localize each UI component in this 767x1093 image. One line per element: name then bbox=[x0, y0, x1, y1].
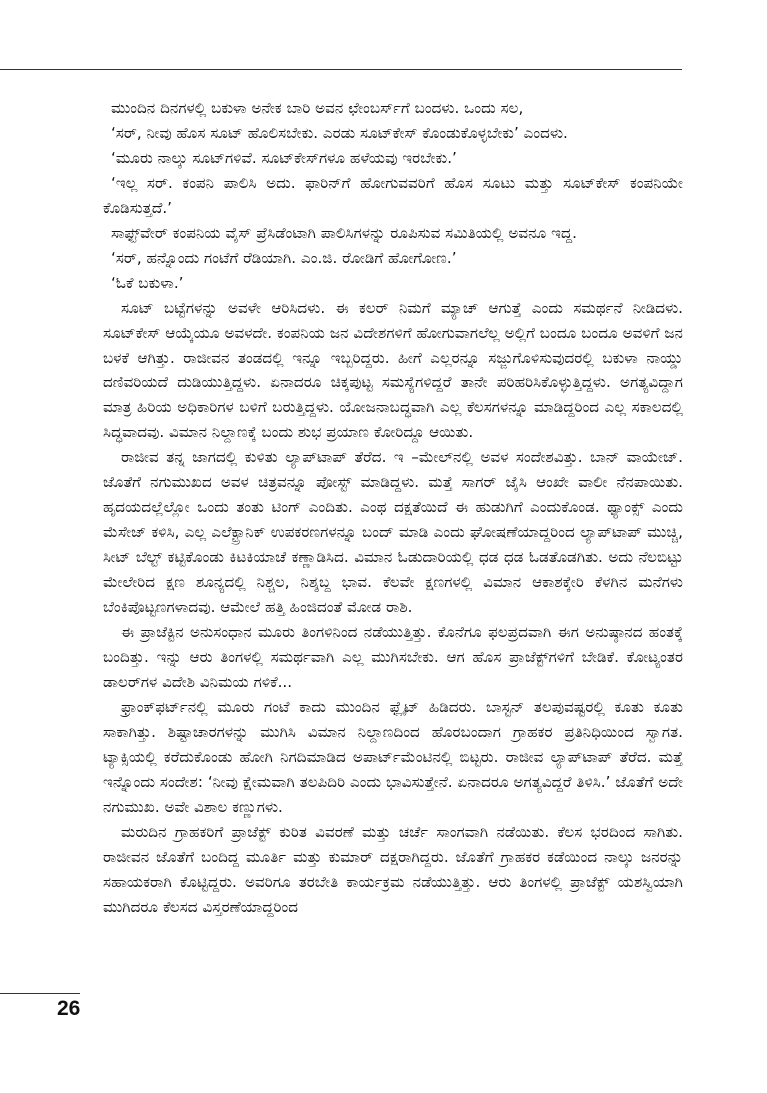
paragraph: ‘ಮೂರು ನಾಲ್ಕು ಸೂಟ್‌ಗಳಿವೆ. ಸೂಟ್‌ಕೇಸ್‌ಗಳೂ ಹಳೆಯವು ಇರಬೇಕು.’ bbox=[111, 148, 457, 167]
paragraph: ‘ಇಲ್ಲ ಸರ್. ಕಂಪನಿ ಪಾಲಿಸಿ ಅದು. ಫಾರಿನ್‌ಗೆ ಹೋಗುವವರಿಗೆ ಹೊಸ ಸೂಟು ಮತ್ತು ಸೂಟ್‌ಕೇಸ್ ಕಂಪನಿಯೇ ಕೊಡಿಸುತ್ತದೆ.’ bbox=[103, 173, 683, 217]
body-text bbox=[103, 96, 683, 919]
top-divider bbox=[0, 69, 682, 70]
paragraph: ಮುಂದಿನ ದಿನಗಳಲ್ಲಿ ಬಕುಳಾ ಅನೇಕ ಬಾರಿ ಅವನ ಛೇಂಬರ್ಸ್‌ಗೆ ಬಂದಳು. ಒಂದು ಸಲ, bbox=[111, 99, 524, 117]
paragraph: ಈ ಪ್ರಾಜೆಕ್ಟಿನ ಅನುಸಂಧಾನ ಮೂರು ತಿಂಗಳಿನಿಂದ ನಡೆಯುತ್ತಿತ್ತು. ಕೊನೆಗೂ ಫಲಪ್ರದವಾಗಿ ಈಗ ಅನುಷ್ಠಾನದ ಹಂತಕ್ಕೆ ಬಂದಿತ್ತು. ಇನ್ನು ಆರು ತಿಂಗಳಲ್ಲಿ ಸಮರ್ಥವಾಗಿ ಎಲ್ಲ ಮುಗಿಸಬೇಕು. ಆಗ ಹೊಸ ಪ್ರಾಜೆಕ್ಟ್‌ಗಳಿಗೆ ಬೇಡಿಕೆ. ಕೋಟ್ಯಂತರ ಡಾಲರ್‌ಗಳ ವಿದೇಶಿ ವಿನಿಮಯ ಗಳಿಕೆ... bbox=[103, 623, 683, 691]
paragraph: ‘ಸರ್, ನೀವು ಹೊಸ ಸೂಟ್ ಹೊಲಿಸಬೇಕು. ಎರಡು ಸೂಟ್‌ಕೇಸ್ ಕೊಂಡುಕೊಳ್ಳಬೇಕು’ ಎಂದಳು. bbox=[111, 123, 568, 142]
paragraph: ‘ಸರ್, ಹನ್ನೊಂದು ಗಂಟೆಗೆ ರೆಡಿಯಾಗಿ. ಎಂ.ಜಿ. ರೋಡಿಗೆ ಹೋಗೋಣ.’ bbox=[111, 248, 457, 267]
footer-divider bbox=[0, 993, 80, 994]
paragraph: ಸೂಟ್ ಬಟ್ಟೆಗಳನ್ನು ಅವಳೇ ಆರಿಸಿದಳು. ಈ ಕಲರ್ ನಿಮಗೆ ಮ್ಯಾಚ್ ಆಗುತ್ತೆ ಎಂದು ಸಮರ್ಥನೆ ನೀಡಿದಳು. ಸೂಟ್‌ಕೇಸ್ ಆಯ್ಕೆಯೂ ಅವಳದೇ. ಕಂಪನಿಯ ಜನ ವಿದೇಶಗಳಿಗೆ ಹೋಗುವಾಗಲೆಲ್ಲ ಅಲ್ಲಿಗೆ ಬಂದೂ ಬಂದೂ ಅವಳಿಗೆ ಜನ ಬಳಕೆ ಆಗಿತ್ತು. ರಾಜೀವನ ತಂಡದಲ್ಲಿ ಇನ್ನೂ ಇಬ್ಬರಿದ್ದರು. ಹೀಗೆ ಎಲ್ಲರನ್ನೂ ಸಜ್ಜುಗೊಳಿಸುವುದರಲ್ಲಿ ಬಕುಳಾ ನಾಯ್ಡು ದಣಿವರಿಯದೆ ದುಡಿಯುತ್ತಿದ್ದಳು. ಏನಾದರೂ ಚಿಕ್ಕಪುಟ್ಟ ಸಮಸ್ಯೆಗಳಿದ್ದರೆ ತಾನೇ ಪರಿಹರಿಸಿಕೊಳ್ಳುತ್ತಿದ್ದಳು. ಅಗತ್ಯವಿದ್ದಾಗ ಮಾತ್ರ ಹಿರಿಯ ಅಧಿಕಾರಿಗಳ ಬಳಿಗೆ ಬರುತ್ತಿದ್ದಳು. ಯೋಜನಾಬದ್ಧವಾಗಿ ಎಲ್ಲ ಕೆಲಸಗಳನ್ನೂ ಮಾಡಿದ್ದರಿಂದ ಎಲ್ಲ ಸಕಾಲದಲ್ಲಿ ಸಿದ್ಧವಾದವು. ವಿಮಾನ ನಿಲ್ದಾಣಕ್ಕೆ ಬಂದು ಶುಭ ಪ್ರಯಾಣ ಕೋರಿದ್ದೂ ಆಯಿತು. bbox=[103, 298, 683, 442]
paragraph: ‘ಓಕೆ ಬಕುಳಾ.’ bbox=[111, 273, 184, 292]
paragraph: ಫ್ರಾಂಕ್‌ಫರ್ಟ್‌ನಲ್ಲಿ ಮೂರು ಗಂಟೆ ಕಾದು ಮುಂದಿನ ಫ್ಲೈಟ್ ಹಿಡಿದರು. ಬಾಸ್ಟನ್ ತಲಪುವಷ್ಟರಲ್ಲಿ ಕೂತು ಕೂತು ಸಾಕಾಗಿತ್ತು. ಶಿಷ್ಟಾಚಾರಗಳನ್ನು ಮುಗಿಸಿ ವಿಮಾನ ನಿಲ್ದಾಣದಿಂದ ಹೊರಬಂದಾಗ ಗ್ರಾಹಕರ ಪ್ರತಿನಿಧಿಯಿಂದ ಸ್ವಾಗತ. ಟ್ಯಾಕ್ಸಿಯಲ್ಲಿ ಕರೆದುಕೊಂಡು ಹೋಗಿ ನಿಗದಿಮಾಡಿದ ಅಪಾರ್ಟ್‌ಮೆಂಟಿನಲ್ಲಿ ಬಿಟ್ಟರು. ರಾಜೀವ ಲ್ಯಾಪ್‌ಟಾಪ್ ತೆರೆದ. ಮತ್ತೆ ಇನ್ನೊಂದು ಸಂದೇಶ: ‘ನೀವು ಕ್ಷೇಮವಾಗಿ ತಲಪಿದಿರಿ ಎಂದು ಭಾವಿಸುತ್ತೇನೆ. ಏನಾದರೂ ಅಗತ್ಯವಿದ್ದರೆ ತಿಳಿಸಿ.’ ಜೊತೆಗೆ ಅದೇ ನಗುಮುಖ. ಅವೇ ವಿಶಾಲ ಕಣ್ಣುಗಳು. bbox=[103, 697, 683, 816]
paragraph: ಸಾಫ್ಟ್‌ವೇರ್ ಕಂಪನಿಯ ವೈಸ್ ಪ್ರೆಸಿಡೆಂಟಾಗಿ ಪಾಲಿಸಿಗಳನ್ನು ರೂಪಿಸುವ ಸಮಿತಿಯಲ್ಲಿ ಅವನೂ ಇದ್ದ. bbox=[111, 223, 577, 242]
page-number: 26 bbox=[57, 997, 81, 1020]
paragraph: ರಾಜೀವ ತನ್ನ ಜಾಗದಲ್ಲಿ ಕುಳಿತು ಲ್ಯಾಪ್‌ಟಾಪ್ ತೆರೆದ. ಇ –ಮೇಲ್‌ನಲ್ಲಿ ಅವಳ ಸಂದೇಶವಿತ್ತು. ಬಾನ್ ವಾಯೇಜ್. ಜೊತೆಗೆ ನಗುಮುಖದ ಅವಳ ಚಿತ್ರವನ್ನೂ ಪೋಸ್ಟ್ ಮಾಡಿದ್ದಳು. ಮತ್ತೆ ಸಾಗರ್ ಜೈಸಿ ಆಂಖೇ ವಾಲೀ ನೆನಪಾಯಿತು. ಹೃದಯದಲ್ಲೆಲ್ಲೋ ಒಂದು ತಂತು ಟಿಂಗ್ ಎಂದಿತು. ಎಂಥ ದಕ್ಷತೆಯಿದೆ ಈ ಹುಡುಗಿಗೆ ಎಂದುಕೊಂಡ. ಥ್ಯಾಂಕ್ಸ್ ಎಂದು ಮೆಸೇಜ್ ಕಳಿಸಿ, ಎಲ್ಲ ಎಲೆಕ್ಟ್ರಾನಿಕ್ ಉಪಕರಣಗಳನ್ನೂ ಬಂದ್ ಮಾಡಿ ಎಂದು ಘೋಷಣೆಯಾದ್ದರಿಂದ ಲ್ಯಾಪ್‌ಟಾಪ್ ಮುಚ್ಚಿ, ಸೀಟ್ ಬೆಲ್ಟ್ ಕಟ್ಟಿಕೊಂಡು ಕಿಟಕಿಯಾಚೆ ಕಣ್ಣಾಡಿಸಿದ. ವಿಮಾನ ಓಡುದಾರಿಯಲ್ಲಿ ಧಡ ಧಡ ಓಡತೊಡಗಿತು. ಅದು ನೆಲಬಿಟ್ಟು ಮೇಲೇರಿದ ಕ್ಷಣ ಶೂನ್ಯದಲ್ಲಿ ನಿಶ್ಚಲ, ನಿಶ್ಶಬ್ದ ಭಾವ. ಕೆಲವೇ ಕ್ಷಣಗಳಲ್ಲಿ ವಿಮಾನ ಆಕಾಶಕ್ಕೇರಿ ಕೆಳಗಿನ ಮನೆಗಳು ಬೆಂಕಿಪೊಟ್ಟಣಗಳಾದವು. ಆಮೇಲೆ ಹತ್ತಿ ಹಿಂಜಿದಂತೆ ಮೋಡ ರಾಶಿ. bbox=[103, 448, 683, 617]
paragraph: ಮರುದಿನ ಗ್ರಾಹಕರಿಗೆ ಪ್ರಾಜೆಕ್ಟ್ ಕುರಿತ ವಿವರಣೆ ಮತ್ತು ಚರ್ಚೆ ಸಾಂಗವಾಗಿ ನಡೆಯಿತು. ಕೆಲಸ ಭರದಿಂದ ಸಾಗಿತು. ರಾಜೀವನ ಜೊತೆಗೆ ಬಂದಿದ್ದ ಮೂರ್ತಿ ಮತ್ತು ಕುಮಾರ್ ದಕ್ಷರಾಗಿದ್ದರು. ಜೊತೆಗೆ ಗ್ರಾಹಕರ ಕಡೆಯಿಂದ ನಾಲ್ಕು ಜನರನ್ನು ಸಹಾಯಕರಾಗಿ ಕೊಟ್ಟಿದ್ದರು. ಅವರಿಗೂ ತರಬೇತಿ ಕಾರ್ಯಕ್ರಮ ನಡೆಯುತ್ತಿತ್ತು. ಆರು ತಿಂಗಳಲ್ಲಿ ಪ್ರಾಜೆಕ್ಟ್ ಯಶಸ್ವಿಯಾಗಿ ಮುಗಿದರೂ ಕೆಲಸದ ವಿಸ್ತರಣೆಯಾದ್ದರಿಂದ bbox=[103, 822, 683, 916]
